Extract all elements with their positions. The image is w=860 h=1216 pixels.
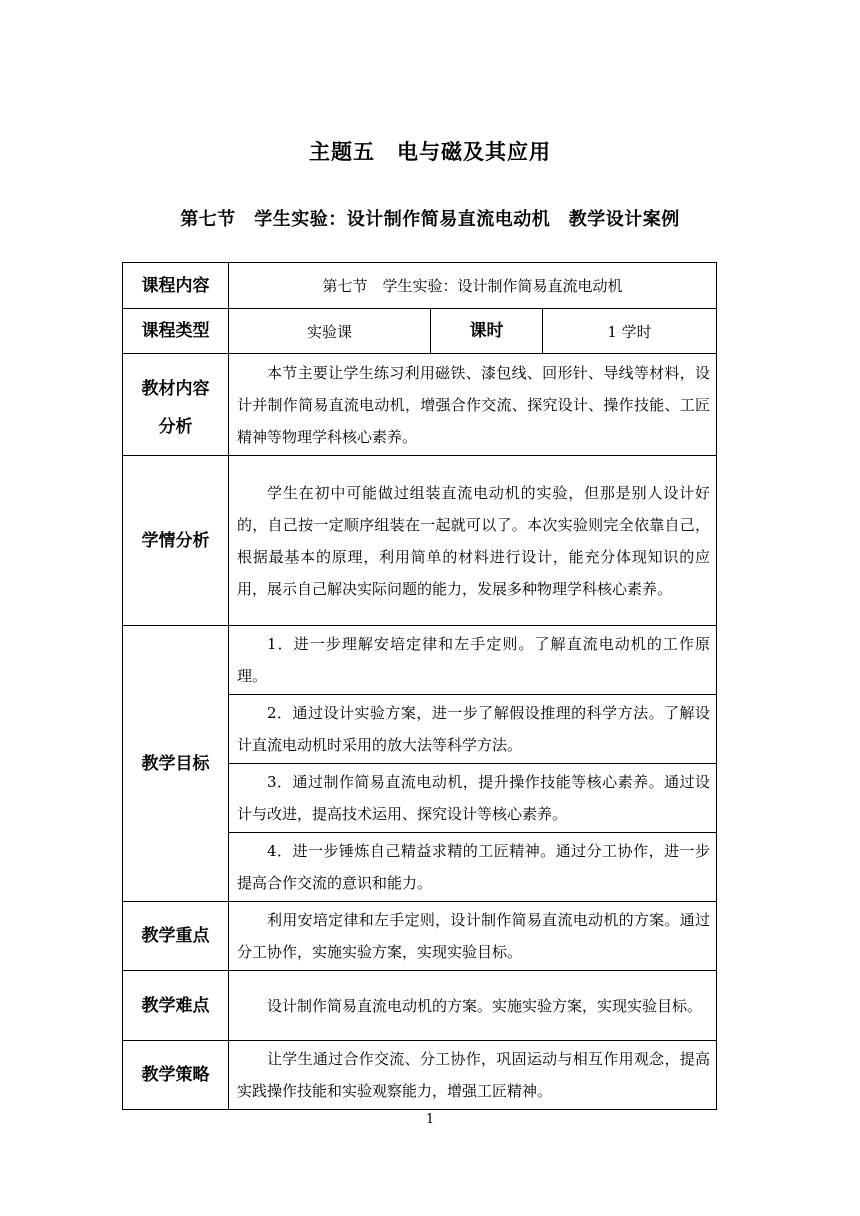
teaching-goals-label: 教学目标 [123, 626, 229, 902]
row-strategies [123, 1041, 717, 1110]
material-analysis-label-line1: 教材内容 [141, 378, 210, 399]
teaching-goal-item: 3．通过制作简易直流电动机，提升操作技能等核心素养。通过设计与改进，提高技术运用、探究设计等核心素养。 [229, 764, 717, 833]
row-teaching-goal-1 [123, 626, 717, 695]
strategies-text: 让学生通过合作交流、分工协作，巩固运动与相互作用观念，提高实践操作技能和实验观察能力，增强工匠精神。 [229, 1041, 717, 1110]
row-material-analysis [123, 354, 717, 456]
key-points-label: 教学重点 [123, 902, 229, 971]
student-analysis-text: 学生在初中可能做过组装直流电动机的实验，但那是别人设计好的，自己按一定顺序组装在一起就可以了。本次实验则完全依靠自己，根据最基本的原理，利用简单的材料进行设计，能充分体现知识的应用，展示自己解决实际问题的能力，发展多种物理学科核心素养。 [229, 456, 717, 626]
row-course-type [123, 309, 717, 354]
strategies-label: 教学策略 [123, 1041, 229, 1110]
teaching-goal-item: 4．进一步锤炼自己精益求精的工匠精神。通过分工协作，进一步提高合作交流的意识和能力。 [229, 833, 717, 902]
document-title: 主题五 电与磁及其应用 [309, 140, 551, 164]
teaching-goal-item: 1．进一步理解安培定律和左手定则。了解直流电动机的工作原理。 [229, 626, 717, 695]
difficulties-label: 教学难点 [123, 971, 229, 1041]
hours-value: 1 学时 [543, 309, 717, 354]
hours-label: 课时 [431, 309, 543, 354]
material-analysis-label [123, 354, 229, 456]
course-type-label: 课程类型 [123, 309, 229, 354]
difficulties-text: 设计制作简易直流电动机的方案。实施实验方案，实现实验目标。 [229, 971, 717, 1041]
course-content-value: 第七节 学生实验：设计制作简易直流电动机 [229, 263, 717, 309]
key-points-text: 利用安培定律和左手定则，设计制作简易直流电动机的方案。通过分工协作，实施实验方案，实现实验目标。 [229, 902, 717, 971]
course-type-value: 实验课 [229, 309, 431, 354]
page-number: 1 [425, 1112, 435, 1127]
lesson-plan-table [122, 262, 717, 1110]
row-student-analysis [123, 456, 717, 626]
student-analysis-label: 学情分析 [123, 456, 229, 626]
row-course-content [123, 263, 717, 309]
course-content-label: 课程内容 [123, 263, 229, 309]
teaching-goal-item: 2．通过设计实验方案，进一步了解假设推理的科学方法。了解设计直流电动机时采用的放大法等科学方法。 [229, 695, 717, 764]
material-analysis-text: 本节主要让学生练习利用磁铁、漆包线、回形针、导线等材料，设计并制作简易直流电动机，增强合作交流、探究设计、操作技能、工匠精神等物理学科核心素养。 [229, 354, 717, 456]
material-analysis-label-line2: 分析 [158, 416, 193, 437]
row-key-points [123, 902, 717, 971]
row-difficulties [123, 971, 717, 1041]
document-subtitle: 第七节 学生实验：设计制作简易直流电动机 教学设计案例 [180, 209, 680, 230]
